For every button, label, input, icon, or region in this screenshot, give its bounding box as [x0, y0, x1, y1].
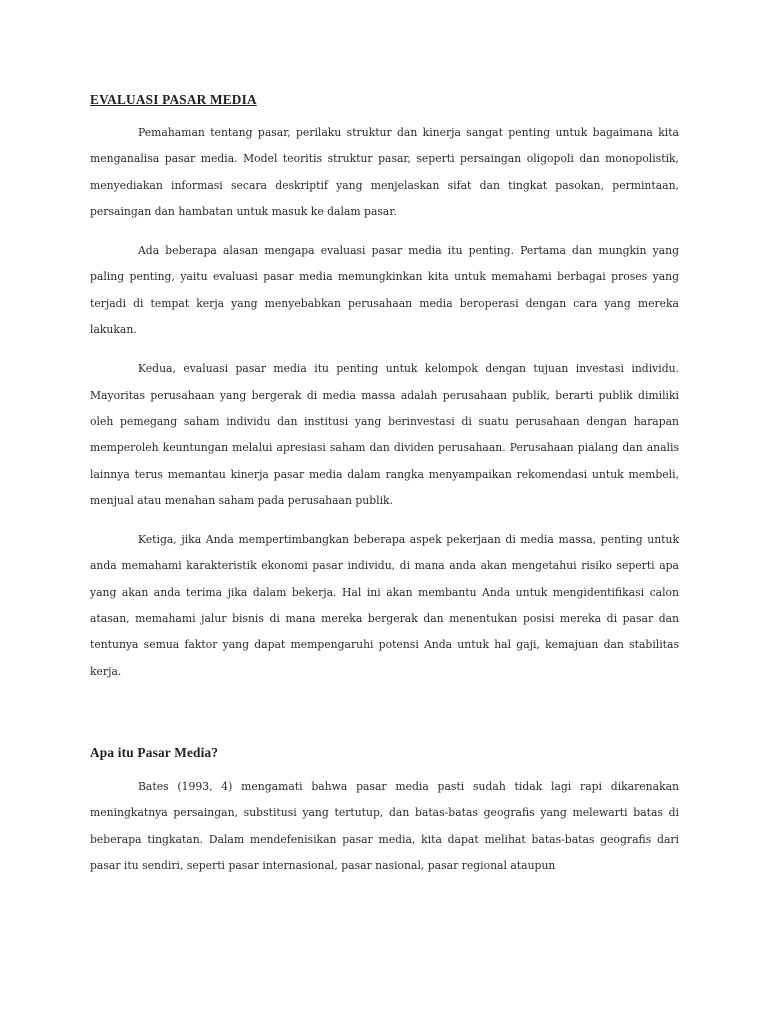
- paragraph-kedua: Kedua, evaluasi pasar media itu penting untuk kelompok dengan tujuan investasi individu. Mayoritas perusahaan yang bergerak di media massa adalah perusahaan publik, berarti publik dimiliki oleh pemegang saham individu dan institusi yang berinvestasi di suatu perusahaan dengan harapan memperoleh keuntungan melalui apresiasi saham dan dividen perusahaan. Perusahaan pialang dan analis lainnya terus memantau kinerja pasar media dalam rangka menyampaikan rekomendasi untuk membeli, menjual atau menahan saham pada perusahaan publik.: [90, 362, 679, 507]
- paragraph-alasan: Ada beberapa alasan mengapa evaluasi pasar media itu penting. Pertama dan mungkin yang paling penting, yaitu evaluasi pasar media memungkinkan kita untuk memahami berbagai proses yang terjadi di tempat kerja yang menyebabkan perusahaan media beroperasi dengan cara yang mereka lakukan.: [90, 244, 679, 337]
- paragraph-ketiga: Ketiga, jika Anda mempertimbangkan beberapa aspek pekerjaan di media massa, penting untuk anda memahami karakteristik ekonomi pasar individu, di mana anda akan mengetahui risiko seperti apa yang akan anda terima jika dalam bekerja. Hal ini akan membantu Anda untuk mengidentifikasi calon atasan, memahami jalur bisnis di mana mereka bergerak dan menentukan posisi mereka di pasar dan tentunya semua faktor yang dapat mempengaruhi potensi Anda untuk hal gaji, kemajuan dan stabilitas kerja.: [90, 533, 679, 678]
- document-body: [90, 88, 679, 892]
- paragraph-bates: Bates (1993, 4) mengamati bahwa pasar media pasti sudah tidak lagi rapi dikarenakan meningkatnya persaingan, substitusi yang tertutup, dan batas-batas geografis yang melewarti batas di beberapa tingkatan. Dalam mendefenisikan pasar media, kita dapat melihat batas-batas geografis dari pasar itu sendiri, seperti pasar internasional, pasar nasional, pasar regional ataupun: [90, 779, 679, 872]
- document-title: EVALUASI PASAR MEDIA: [90, 92, 257, 107]
- section-heading: Apa itu Pasar Media?: [90, 744, 219, 760]
- paragraph-pemahaman: Pemahaman tentang pasar, perilaku struktur dan kinerja sangat penting untuk bagaimana kita menganalisa pasar media. Model teoritis struktur pasar, seperti persaingan oligopoli dan monopolistik, menyediakan informasi secara deskriptif yang menjelaskan sifat dan tingkat pasokan, permintaan, persaingan dan hambatan untuk masuk ke dalam pasar.: [90, 126, 679, 218]
